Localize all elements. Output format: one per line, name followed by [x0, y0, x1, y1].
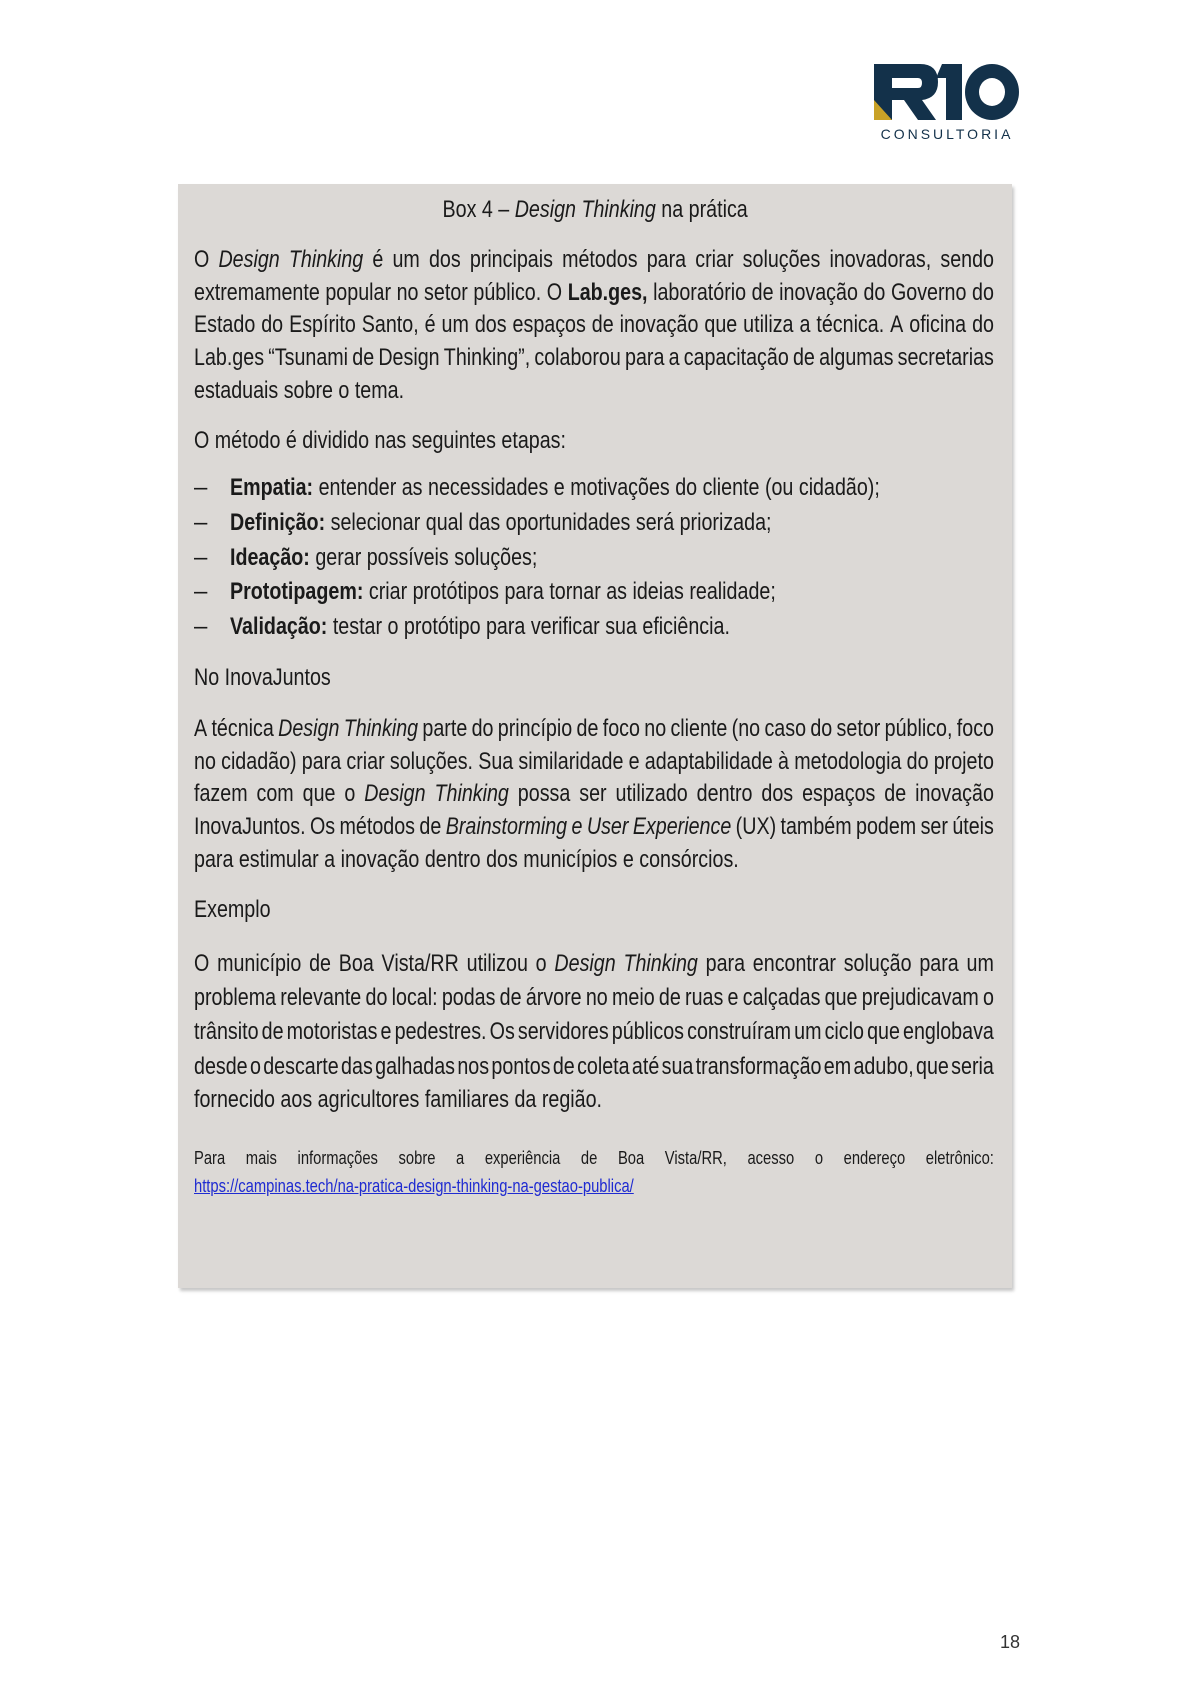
bullet-dash: –	[194, 613, 208, 641]
r10-logo-mark	[872, 60, 1022, 126]
word: Design	[378, 343, 440, 371]
word: um	[794, 1018, 822, 1046]
word: Thinking	[288, 246, 364, 273]
word: utilizado	[615, 780, 688, 808]
word: calçadas	[742, 984, 821, 1012]
intro-paragraph	[194, 246, 994, 376]
word: do	[261, 311, 284, 339]
word: desde	[194, 1052, 248, 1080]
word: utiliza	[743, 311, 794, 339]
title-prefix: Box 4 –	[442, 196, 510, 223]
text-line	[194, 1053, 994, 1087]
word: projeto	[933, 747, 994, 775]
word: até	[631, 1052, 660, 1080]
text-line	[194, 279, 994, 312]
word: transformação	[695, 1052, 822, 1080]
word: espaços	[802, 780, 876, 808]
word: Thinking”,	[443, 343, 531, 371]
intro-last-line: estaduais sobre o tema.	[194, 377, 405, 404]
word: dos	[474, 311, 507, 339]
step-item	[230, 474, 1022, 502]
word: Design	[554, 950, 616, 977]
word: que	[867, 1018, 900, 1046]
word: possa	[517, 780, 571, 808]
exemplo-paragraph	[194, 950, 994, 1087]
word: fazem	[194, 780, 248, 808]
inovajuntos-paragraph	[194, 715, 994, 845]
word: úteis	[952, 812, 994, 840]
word: secretarias	[897, 343, 994, 371]
word: A	[194, 715, 208, 742]
word: Brainstorming	[445, 812, 568, 840]
word: solução	[843, 950, 912, 977]
step-description: selecionar qual das oportunidades será priorizada;	[325, 508, 772, 536]
text-line	[194, 813, 994, 846]
word: e	[628, 747, 640, 775]
word: A	[890, 311, 904, 339]
word: sendo	[940, 246, 994, 273]
word: foco	[956, 715, 994, 742]
text-line	[194, 311, 994, 344]
word: dos	[428, 246, 461, 273]
word: mais	[245, 1148, 277, 1168]
word: de	[792, 343, 815, 371]
word: cliente	[670, 715, 728, 742]
content-box	[178, 184, 1012, 1288]
word: seria	[951, 1052, 994, 1080]
word: de	[658, 984, 681, 1012]
word: O	[194, 950, 210, 977]
word: O	[546, 278, 563, 306]
text-line	[194, 984, 994, 1018]
word: para	[625, 343, 665, 371]
logo-subtitle: CONSULTORIA	[880, 126, 1014, 142]
word: Lab.ges	[194, 343, 265, 371]
text-line	[194, 246, 994, 279]
word: inovação	[915, 780, 994, 808]
word: um	[966, 950, 994, 977]
word: Para	[194, 1148, 226, 1168]
word: em	[823, 1052, 852, 1080]
word: caso	[764, 715, 807, 742]
step-item	[230, 544, 605, 572]
word: endereço	[843, 1148, 906, 1168]
word: criar	[346, 747, 385, 775]
more-info-link-line	[194, 1172, 730, 1200]
bullet-dash: –	[194, 578, 208, 606]
word: o	[344, 780, 356, 808]
word: de	[352, 343, 375, 371]
word: ciclo	[824, 1018, 864, 1046]
word: encontrar	[752, 950, 836, 977]
word: eletrônico:	[925, 1148, 994, 1168]
word: para	[301, 747, 342, 775]
bullet-dash: –	[194, 474, 208, 501]
text-line	[194, 1018, 994, 1052]
word: acesso	[747, 1148, 795, 1168]
word: Boa	[338, 950, 374, 977]
word: que	[302, 780, 336, 808]
word: no	[644, 715, 667, 742]
exemplo-last-line: fornecido aos agricultores familiares da região.	[194, 1086, 603, 1113]
word: extremamente	[194, 278, 320, 306]
word: construíram	[687, 1018, 792, 1046]
word: descarte	[263, 1052, 339, 1080]
word: e	[727, 984, 739, 1012]
word: de	[261, 1018, 284, 1046]
word: do	[972, 278, 994, 306]
page-number: 18	[1000, 1632, 1021, 1652]
word: principais	[469, 246, 553, 273]
word: árvore	[525, 984, 582, 1012]
word: capacitação	[683, 343, 789, 371]
word: (no	[731, 715, 761, 742]
steps-intro: O método é dividido nas seguintes etapas:	[194, 427, 566, 454]
word: Design	[278, 715, 340, 742]
word: soluções	[742, 246, 821, 273]
section-heading-inovajuntos: No InovaJuntos	[194, 664, 331, 691]
word: a	[799, 311, 811, 339]
word: colaborou	[534, 343, 621, 371]
word: Espírito	[289, 311, 356, 339]
word: similaridade	[518, 747, 624, 775]
word: algumas	[819, 343, 894, 371]
word: dentro	[696, 780, 753, 808]
word: do	[365, 984, 388, 1012]
word: servidores	[517, 1018, 609, 1046]
word: para	[646, 246, 687, 273]
word: público,	[884, 715, 953, 742]
step-term: Prototipagem:	[230, 578, 364, 606]
word: de	[884, 780, 907, 808]
word: para	[919, 950, 959, 977]
word: local:	[391, 984, 438, 1012]
word: Vista/RR,	[664, 1148, 727, 1168]
word: utilizou	[466, 950, 528, 977]
word: inovação	[619, 311, 699, 339]
word: o	[535, 950, 547, 977]
word: Sua	[478, 747, 514, 775]
word: das	[341, 1052, 373, 1080]
word: cidadão)	[221, 747, 297, 775]
title-suffix: na prática	[661, 196, 748, 223]
word: trânsito	[194, 1018, 259, 1046]
word: relevante	[280, 984, 362, 1012]
word: Santo,	[361, 311, 419, 339]
word: problema	[194, 984, 277, 1012]
word: User	[586, 812, 629, 840]
word: métodos	[562, 246, 638, 273]
word: do	[863, 278, 886, 306]
word: técnica	[211, 715, 274, 742]
word: Governo	[890, 278, 967, 306]
word: Os	[309, 812, 336, 840]
word: de	[552, 1052, 575, 1080]
word: laboratório	[653, 278, 747, 306]
more-info-link[interactable]: https://campinas.tech/na-pratica-design-thinking-na-gestao-publica/	[194, 1176, 634, 1196]
word: dos	[761, 780, 794, 808]
word: adubo,	[853, 1052, 914, 1080]
word: Thinking	[434, 780, 509, 808]
step-description: criar protótipos para tornar as ideias realidade;	[363, 578, 776, 606]
word: que	[824, 984, 858, 1012]
word: Os	[489, 1018, 515, 1046]
word: ser	[579, 780, 607, 808]
word: do	[972, 311, 994, 339]
word: com	[256, 780, 294, 808]
word: Lab.ges,	[567, 278, 648, 306]
word: Vista/RR	[381, 950, 459, 977]
word: oficina	[909, 311, 967, 339]
word: para	[705, 950, 746, 977]
word: sobre	[398, 1148, 436, 1168]
step-item	[230, 509, 890, 537]
word: do	[810, 715, 833, 742]
text-line	[194, 780, 994, 813]
word: métodos	[339, 812, 416, 840]
word: podem	[856, 812, 917, 840]
word: englobava	[903, 1018, 994, 1046]
word: podas	[441, 984, 496, 1012]
word: informações	[297, 1148, 378, 1168]
section-heading-exemplo: Exemplo	[194, 896, 271, 923]
word: prejudicavam	[861, 984, 979, 1012]
word: metodologia	[794, 747, 902, 775]
step-item	[230, 578, 896, 606]
word: InovaJuntos.	[194, 812, 306, 840]
word: nos	[457, 1052, 490, 1080]
word: inovação	[779, 278, 858, 306]
word: motoristas	[286, 1018, 378, 1046]
word: público.	[473, 278, 542, 306]
step-term: Ideação:	[230, 543, 310, 571]
word: foco	[602, 715, 640, 742]
word: de	[576, 715, 599, 742]
word: ruas	[685, 984, 724, 1012]
word: Boa	[617, 1148, 645, 1168]
word: o	[814, 1148, 824, 1168]
word: o	[249, 1052, 261, 1080]
word: no	[194, 747, 216, 775]
text-line	[194, 344, 994, 377]
word: adaptabilidade	[644, 747, 773, 775]
bullet-dash: –	[194, 508, 208, 536]
step-term: Empatia:	[230, 474, 314, 501]
step-term: Validação:	[230, 613, 328, 641]
word: no	[396, 278, 419, 306]
title-italic: Design Thinking	[514, 196, 656, 223]
word: o	[983, 984, 994, 1012]
word: que	[704, 311, 738, 339]
word: município	[217, 950, 302, 977]
word: criar	[695, 246, 734, 273]
word: espaços	[512, 311, 586, 339]
word: coleta	[577, 1052, 630, 1080]
word: é	[424, 311, 436, 339]
word: Thinking	[623, 950, 698, 977]
step-term: Definição:	[230, 508, 326, 536]
word: de	[591, 311, 614, 339]
word: soluções.	[389, 747, 474, 775]
word: inovadoras,	[829, 246, 932, 273]
inovajuntos-last-line: para estimular a inovação dentro dos municípios e consórcios.	[194, 846, 739, 873]
word: meio	[611, 984, 655, 1012]
word: a	[456, 1148, 465, 1168]
word: sua	[661, 1052, 694, 1080]
text-line	[194, 950, 994, 984]
word: também	[780, 812, 852, 840]
word: de	[419, 812, 442, 840]
word: é	[372, 246, 384, 273]
word: do	[471, 715, 494, 742]
word: Design	[364, 780, 426, 808]
word: Experience	[632, 812, 732, 840]
word: Estado	[194, 311, 256, 339]
step-description: gerar possíveis soluções;	[309, 543, 538, 571]
word: pedestres.	[394, 1018, 487, 1046]
word: princípio	[497, 715, 573, 742]
word: do	[906, 747, 929, 775]
word: setor	[836, 715, 881, 742]
word: a	[668, 343, 680, 371]
word: “Tsunami	[268, 343, 349, 371]
word: um	[392, 246, 420, 273]
word: popular	[325, 278, 392, 306]
word: (UX)	[735, 812, 777, 840]
word: de	[751, 278, 774, 306]
word: de	[309, 950, 331, 977]
word: de	[580, 1148, 598, 1168]
word: Thinking	[343, 715, 419, 742]
box-title	[178, 196, 1012, 224]
text-line	[194, 715, 994, 748]
step-description: testar o protótipo para verificar sua eficiência.	[327, 613, 730, 641]
word: setor	[424, 278, 468, 306]
step-description: entender as necessidades e motivações do cliente (ou cidadão);	[313, 474, 880, 501]
word: públicos	[611, 1018, 685, 1046]
word: de	[499, 984, 522, 1012]
text-line	[194, 748, 994, 781]
bullet-dash: –	[194, 543, 208, 571]
word: e	[380, 1018, 392, 1046]
word: parte	[422, 715, 468, 742]
word: Design	[218, 246, 280, 273]
company-logo	[872, 60, 1022, 146]
word: técnica.	[816, 311, 885, 339]
word: um	[441, 311, 469, 339]
word: que	[916, 1052, 949, 1080]
word: ser	[920, 812, 948, 840]
word: no	[585, 984, 608, 1012]
word: à	[778, 747, 789, 775]
word: experiência	[484, 1148, 561, 1168]
word: pontos	[491, 1052, 551, 1080]
word: galhadas	[375, 1052, 456, 1080]
step-item	[230, 613, 840, 641]
word: O	[194, 246, 210, 273]
word: e	[571, 812, 583, 840]
